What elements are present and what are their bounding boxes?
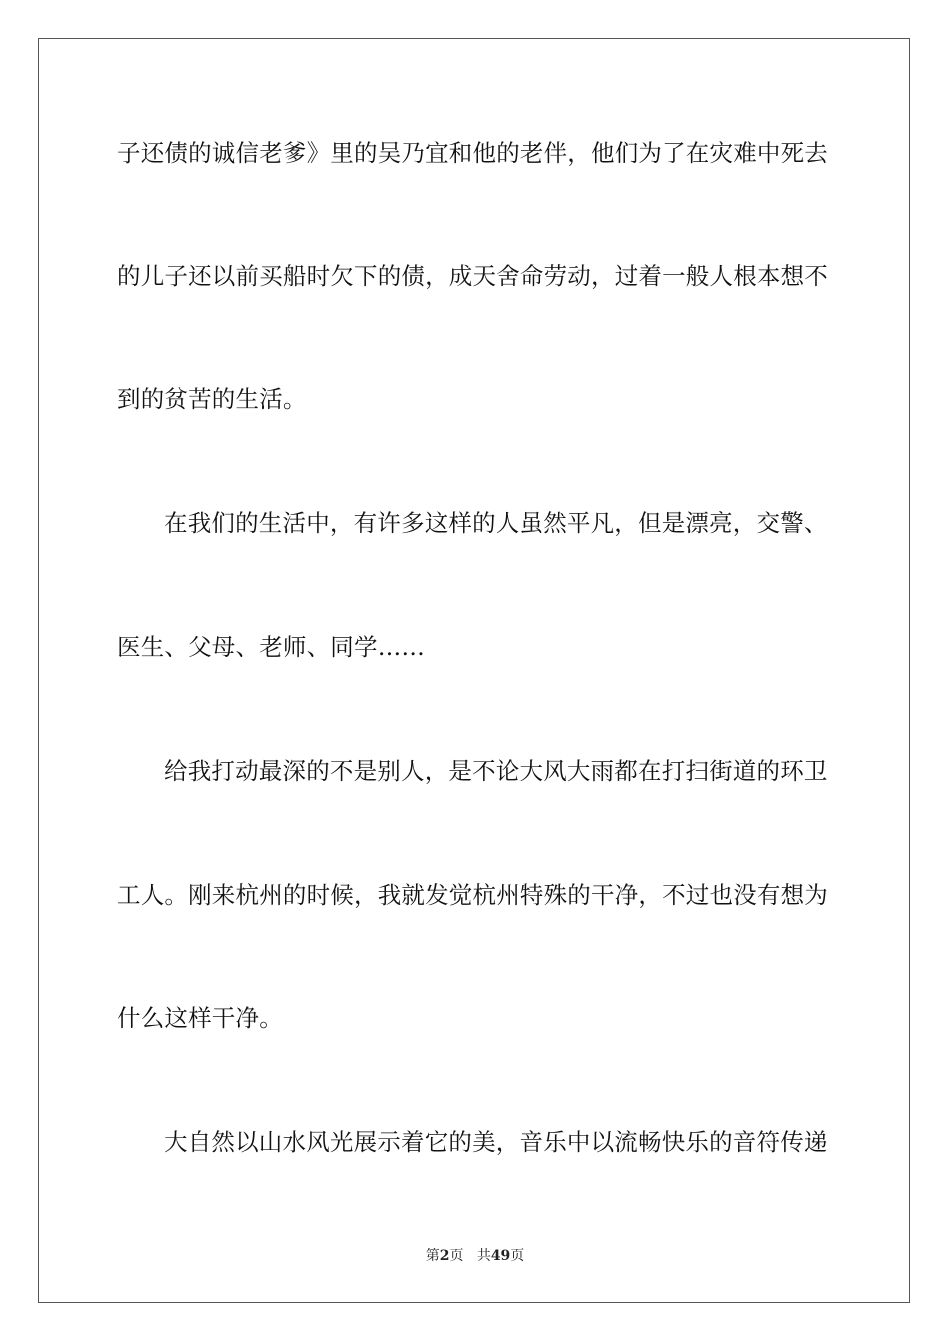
text-line-9: 大自然以山水风光展示着它的美，音乐中以流畅快乐的音符传递 [164,1128,828,1156]
footer-page-prefix: 第 [425,1248,440,1264]
text-line-2: 的儿子还以前买船时欠下的债，成天舍命劳动，过着一般人根本想不 [117,262,828,290]
page-border [38,38,910,1303]
text-line-8: 什么这样干净。 [117,1004,283,1032]
text-line-5: 医生、父母、老师、同学…… [117,633,426,661]
footer-page-number: 2 [439,1248,450,1264]
footer-total-suffix: 页 [510,1248,525,1264]
footer-total-prefix: 共 [476,1248,491,1264]
footer-total-pages: 49 [490,1248,511,1264]
footer-page-suffix: 页 [449,1248,464,1264]
page-footer [0,1247,950,1265]
text-line-7: 工人。刚来杭州的时候，我就发觉杭州特殊的干净，不过也没有想为 [117,881,828,909]
text-line-3: 到的贫苦的生活。 [117,385,307,413]
text-line-6: 给我打动最深的不是别人，是不论大风大雨都在打扫街道的环卫 [164,757,828,785]
text-line-4: 在我们的生活中，有许多这样的人虽然平凡，但是漂亮，交警、 [164,509,828,537]
text-line-1: 子还债的诚信老爹》里的吴乃宜和他的老伴，他们为了在灾难中死去 [117,139,828,167]
